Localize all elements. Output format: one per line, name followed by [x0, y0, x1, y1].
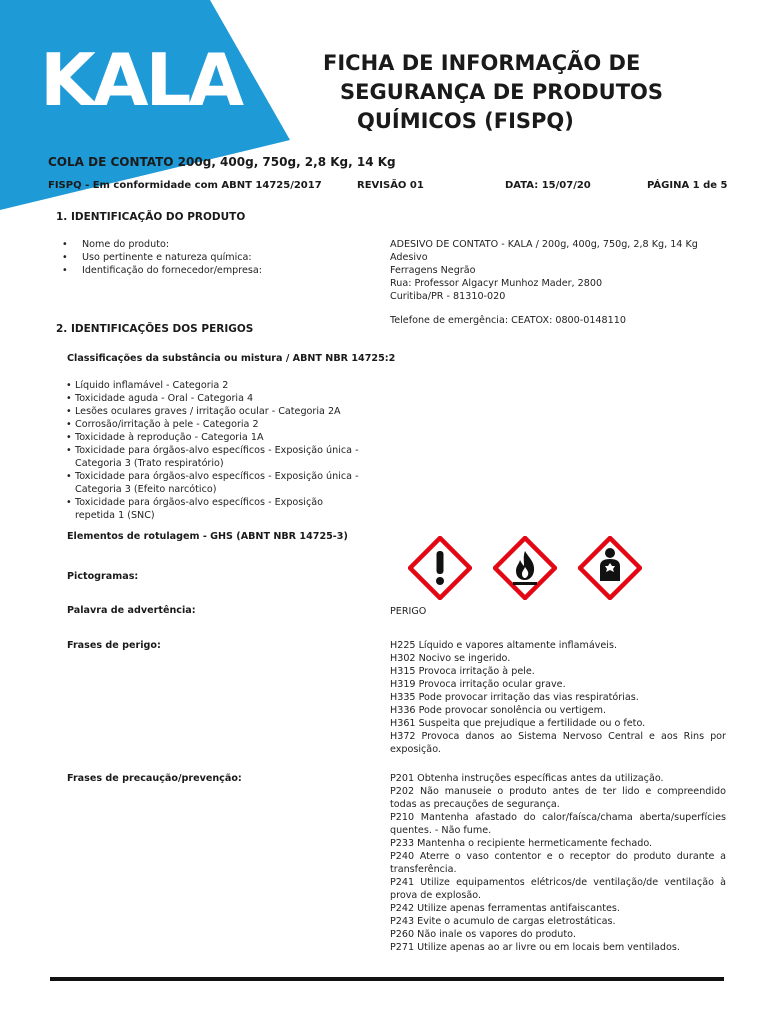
brand-logo: KALA [40, 38, 242, 122]
hazard-item: • Toxicidade à reprodução - Categoria 1A [66, 431, 362, 444]
hazard-phrase: H302 Nocivo se ingerido. [390, 653, 511, 664]
label-elements-heading: Elementos de rotulagem - GHS (ABNT NBR 14725-3) [67, 531, 348, 542]
hazard-phrase: H319 Provoca irritação ocular grave. [390, 679, 566, 690]
precaution-phrase: P202 Não manuseie o produto antes de ter lido e compreendido todas as precauções de segurança. [390, 786, 726, 810]
hazard-phrase: H225 Líquido e vapores altamente inflamáveis. [390, 640, 617, 651]
precaution-phrase: P243 Evite o acumulo de cargas eletrostáticas. [390, 916, 616, 927]
signal-word-label: Palavra de advertência: [67, 605, 196, 616]
value-supplier-name: Ferragens Negrão [390, 265, 476, 276]
label-supplier: • Identificação do fornecedor/empresa: [56, 264, 262, 277]
document-title-line-3: QUÍMICOS (FISPQ) [357, 109, 574, 133]
precaution-phrase: P271 Utilize apenas ao ar livre ou em locais bem ventilados. [390, 942, 680, 953]
page-number: PÁGINA 1 de 5 [647, 180, 728, 191]
identification-labels [56, 238, 262, 277]
hazard-item: • Lesões oculares graves / irritação ocular - Categoria 2A [66, 405, 362, 418]
signal-word: PERIGO [390, 606, 427, 617]
product-title: COLA DE CONTATO 200g, 400g, 750g, 2,8 Kg, 14 Kg [48, 155, 396, 169]
precaution-phrase: P201 Obtenha instruções específicas antes da utilização. [390, 773, 664, 784]
section-2-heading: 2. IDENTIFICAÇÕES DOS PERIGOS [56, 323, 254, 335]
hazard-item: • Corrosão/irritação à pele - Categoria 2 [66, 418, 362, 431]
value-supplier-street: Rua: Professor Algacyr Munhoz Mader, 2800 [390, 278, 603, 289]
emergency-phone: Telefone de emergência: CEATOX: 0800-0148110 [390, 315, 626, 326]
precaution-phrase: P210 Mantenha afastado do calor/faísca/chama aberta/superfícies quentes. - Não fume. [390, 812, 726, 836]
hazard-item: • Líquido inflamável - Categoria 2 [66, 379, 362, 392]
exclamation-mark-icon [408, 536, 472, 600]
hazard-item: • Toxicidade aguda - Oral - Categoria 4 [66, 392, 362, 405]
precaution-phrase: P240 Aterre o vaso contentor e o receptor do produto durante a transferência. [390, 851, 726, 875]
footer-divider [50, 977, 724, 981]
hazard-item: • Toxicidade para órgãos-alvo específicos - Exposição repetida 1 (SNC) [66, 496, 362, 522]
flame-icon [493, 536, 557, 600]
hazard-phrase: H315 Provoca irritação à pele. [390, 666, 535, 677]
hazard-phrases-label: Frases de perigo: [67, 640, 161, 651]
value-product-name: ADESIVO DE CONTATO - KALA / 200g, 400g, 750g, 2,8 Kg, 14 Kg [390, 239, 698, 250]
identification-values [390, 238, 698, 303]
date-text: DATA: 15/07/20 [505, 180, 591, 191]
precaution-phrase: P241 Utilize equipamentos elétricos/de ventilação/de ventilação à prova de explosão. [390, 877, 726, 901]
section-1-heading: 1. IDENTIFICAÇÃO DO PRODUTO [56, 211, 246, 223]
hazard-phrase: H336 Pode provocar sonolência ou vertigem. [390, 705, 606, 716]
precaution-phrases-label: Frases de precaução/prevenção: [67, 773, 242, 784]
health-hazard-icon [578, 536, 642, 600]
conformity-text: FISPQ - Em conformidade com ABNT 14725/2017 [48, 180, 322, 191]
hazard-phrase: H361 Suspeita que prejudique a fertilidade ou o feto. [390, 718, 646, 729]
label-usage: • Uso pertinente e natureza química: [56, 251, 262, 264]
hazard-item: • Toxicidade para órgãos-alvo específicos - Exposição única - Categoria 3 (Efeito narcótico) [66, 470, 362, 496]
document-title-line-1: FICHA DE INFORMAÇÃO DE [323, 51, 641, 75]
hazard-phrase: H335 Pode provocar irritação das vias respiratórias. [390, 692, 639, 703]
value-usage: Adesivo [390, 252, 428, 263]
value-supplier-city: Curitiba/PR - 81310-020 [390, 291, 506, 302]
classification-heading: Classificações da substância ou mistura / ABNT NBR 14725:2 [67, 353, 396, 364]
document-title-line-2: SEGURANÇA DE PRODUTOS [340, 80, 664, 104]
precaution-phrase: P260 Não inale os vapores do produto. [390, 929, 576, 940]
hazard-classification-list [66, 379, 362, 522]
hazard-phrases [390, 639, 726, 756]
revision-text: REVISÃO 01 [357, 180, 424, 191]
hazard-item: • Toxicidade para órgãos-alvo específicos - Exposição única - Categoria 3 (Trato respiratório) [66, 444, 362, 470]
pictograms-label: Pictogramas: [67, 571, 139, 582]
label-product-name: • Nome do produto: [56, 238, 262, 251]
precaution-phrase: P242 Utilize apenas ferramentas antifaiscantes. [390, 903, 620, 914]
hazard-phrase: H372 Provoca danos ao Sistema Nervoso Central e aos Rins por exposição. [390, 731, 726, 755]
precaution-phrases [390, 772, 726, 954]
precaution-phrase: P233 Mantenha o recipiente hermeticamente fechado. [390, 838, 653, 849]
